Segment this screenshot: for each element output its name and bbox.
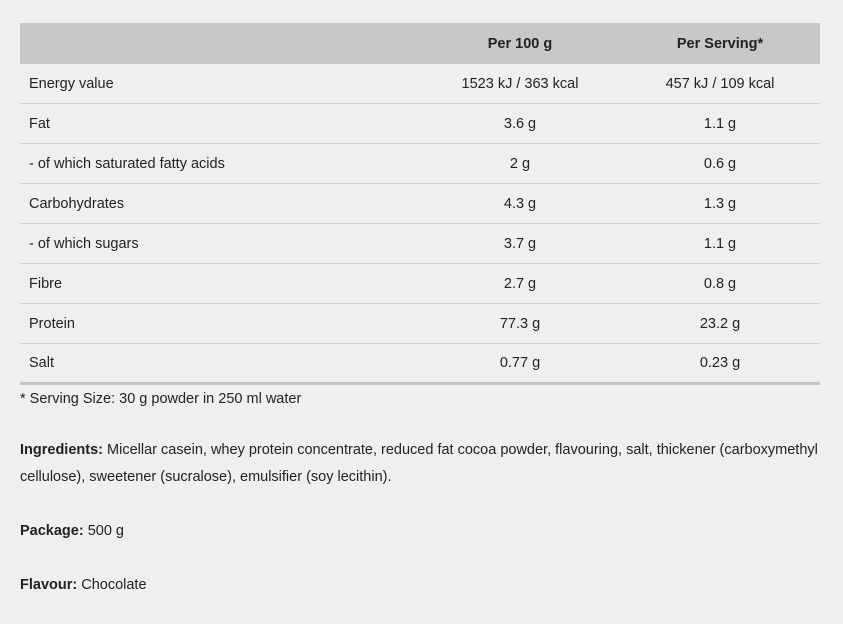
- value-per-serving: 0.23 g: [620, 344, 820, 384]
- nutrient-name: - of which saturated fatty acids: [20, 144, 420, 184]
- nutrient-name: Fibre: [20, 264, 420, 304]
- value-per-100g: 1523 kJ / 363 kcal: [420, 64, 620, 104]
- package-paragraph: [20, 518, 820, 545]
- ingredients-text: Micellar casein, whey protein concentrate, reduced fat cocoa powder, flavouring, salt, thickener (carboxymethyl cellulose), sweetener (sucralose), emulsifier (soy lecithin).: [20, 442, 818, 485]
- flavour-paragraph: [20, 572, 820, 599]
- nutrition-table-header: [20, 23, 820, 64]
- package-text: 500 g: [83, 523, 125, 539]
- table-row: [20, 264, 820, 304]
- value-per-100g: 77.3 g: [420, 304, 620, 344]
- value-per-100g: 2.7 g: [420, 264, 620, 304]
- value-per-serving: 0.6 g: [620, 144, 820, 184]
- value-per-serving: 23.2 g: [620, 304, 820, 344]
- value-per-100g: 3.7 g: [420, 224, 620, 264]
- nutrient-name: Fat: [20, 104, 420, 144]
- table-row: [20, 144, 820, 184]
- product-details: [20, 23, 820, 599]
- table-row: [20, 64, 820, 104]
- flavour-text: Chocolate: [77, 577, 147, 593]
- table-row: [20, 184, 820, 224]
- value-per-serving: 457 kJ / 109 kcal: [620, 64, 820, 104]
- table-row: [20, 224, 820, 264]
- ingredients-label: Ingredients:: [20, 442, 103, 458]
- value-per-100g: 0.77 g: [420, 344, 620, 384]
- value-per-100g: 2 g: [420, 144, 620, 184]
- header-per-serving: Per Serving*: [620, 23, 820, 64]
- header-nutrient: [20, 23, 420, 64]
- table-row: [20, 304, 820, 344]
- value-per-100g: 3.6 g: [420, 104, 620, 144]
- value-per-serving: 1.1 g: [620, 224, 820, 264]
- serving-size-note: * Serving Size: 30 g powder in 250 ml water: [20, 391, 302, 407]
- nutrient-name: Salt: [20, 344, 420, 384]
- package-label: Package:: [20, 523, 84, 539]
- value-per-100g: 4.3 g: [420, 184, 620, 224]
- header-per-100g: Per 100 g: [420, 23, 620, 64]
- nutrient-name: Energy value: [20, 64, 420, 104]
- value-per-serving: 1.1 g: [620, 104, 820, 144]
- ingredients-paragraph: [20, 437, 820, 491]
- nutrient-name: Protein: [20, 304, 420, 344]
- value-per-serving: 1.3 g: [620, 184, 820, 224]
- nutrient-name: - of which sugars: [20, 224, 420, 264]
- flavour-label: Flavour:: [20, 577, 78, 593]
- table-row: [20, 104, 820, 144]
- value-per-serving: 0.8 g: [620, 264, 820, 304]
- nutrient-name: Carbohydrates: [20, 184, 420, 224]
- nutrition-table: [20, 23, 820, 385]
- table-row: [20, 344, 820, 384]
- nutrition-table-body: [20, 64, 820, 384]
